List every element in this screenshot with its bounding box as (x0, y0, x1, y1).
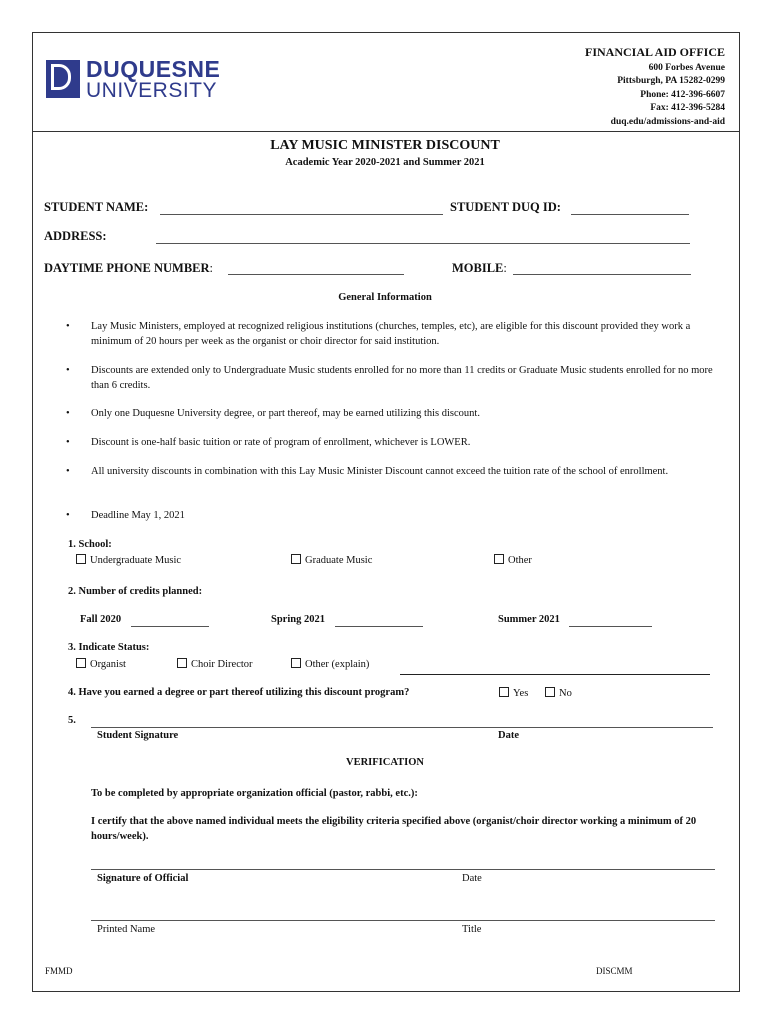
student-date-label: Date (498, 730, 519, 741)
q4-label: 4. Have you earned a degree or part thereof utilizing this discount program? (68, 687, 410, 698)
mobile-label (452, 261, 507, 276)
checkbox-icon[interactable] (76, 554, 86, 564)
q2-label: 2. Number of credits planned: (68, 586, 203, 597)
footer-right-code: DISCMM (596, 966, 633, 976)
official-date-label: Date (462, 873, 482, 884)
office-phone: Phone: 412-396-6607 (640, 89, 725, 100)
office-website: duq.edu/admissions-and-aid (610, 116, 725, 127)
spring-credits-field[interactable] (335, 626, 423, 627)
mobile-field[interactable] (513, 274, 691, 275)
checkbox-icon[interactable] (291, 554, 301, 564)
title-label: Title (462, 924, 482, 935)
address-field[interactable] (156, 243, 690, 244)
info-bullet-3: Only one Duquesne University degree, or part thereof, may be earned utilizing this discount. (91, 408, 480, 419)
student-signature-label: Student Signature (97, 730, 179, 741)
header-divider (32, 131, 739, 132)
daytime-phone-text: DAYTIME PHONE NUMBER (44, 261, 210, 275)
q3-option-organist-label: Organist (90, 659, 126, 670)
logo-line1: DUQUESNE (86, 56, 221, 82)
checkbox-icon[interactable] (545, 687, 555, 697)
official-signature-field[interactable] (91, 869, 715, 870)
office-address: 600 Forbes Avenue (648, 62, 725, 73)
q1-option-other[interactable] (494, 554, 532, 566)
q3-option-choir-director[interactable] (177, 658, 253, 670)
q1-option-graduate[interactable] (291, 554, 372, 566)
checkbox-icon[interactable] (291, 658, 301, 668)
mobile-text: MOBILE (452, 261, 504, 275)
q1-option-graduate-label: Graduate Music (305, 555, 373, 566)
fall-credits-field[interactable] (131, 626, 209, 627)
student-id-label: STUDENT DUQ ID: (450, 200, 561, 214)
student-id-field[interactable] (571, 214, 689, 215)
info-bullet-6: Deadline May 1, 2021 (91, 510, 185, 521)
bullet-icon: • (66, 466, 70, 477)
q1-label: 1. School: (68, 539, 112, 550)
general-info-heading: General Information (338, 292, 432, 303)
summer-credits-field[interactable] (569, 626, 652, 627)
student-name-field[interactable] (160, 214, 443, 215)
printed-name-field[interactable] (91, 920, 715, 921)
q3-label: 3. Indicate Status: (68, 642, 150, 653)
q1-option-other-label: Other (508, 555, 532, 566)
bullet-icon: • (66, 321, 70, 332)
student-signature-field[interactable] (91, 727, 713, 728)
q4-option-no[interactable] (545, 687, 572, 699)
info-bullet-1: Lay Music Ministers, employed at recognized religious institutions (churches, temples, etc), are eligible for this discount provided they work a minimum of 20 hours per week as the organist or choir director for said institution. (91, 321, 691, 347)
bullet-icon: • (66, 437, 70, 448)
bullet-icon: • (66, 408, 70, 419)
info-bullet-4: Discount is one-half basic tuition or rate of program of enrollment, whichever is LOWER. (91, 437, 471, 448)
info-bullet-2: Discounts are extended only to Undergraduate Music students enrolled for no more than 11 credits or Graduate Music students enrolled for no more than 6 credits. (91, 365, 713, 391)
footer-left-code: FMMD (45, 966, 73, 976)
q1-option-undergrad-label: Undergraduate Music (90, 555, 182, 566)
daytime-phone-colon: : (209, 261, 214, 275)
daytime-phone-field[interactable] (228, 274, 404, 275)
q3-option-other[interactable] (291, 658, 369, 670)
daytime-phone-label (44, 261, 213, 276)
fall-label: Fall 2020 (80, 614, 122, 625)
verification-certify: I certify that the above named individual meets the eligibility criteria specified above (organist/choir director working a minimum of 20 hours/week). (91, 816, 697, 842)
q3-option-organist[interactable] (76, 658, 126, 670)
bullet-icon: • (66, 365, 70, 376)
bullet-icon: • (66, 510, 70, 521)
checkbox-icon[interactable] (76, 658, 86, 668)
verification-instruction: To be completed by appropriate organization official (pastor, rabbi, etc.): (91, 788, 418, 799)
summer-label: Summer 2021 (498, 614, 560, 625)
q5-label: 5. (68, 715, 76, 726)
q4-yes-label: Yes (513, 688, 529, 699)
verification-heading: VERIFICATION (346, 757, 424, 768)
spring-label: Spring 2021 (271, 614, 325, 625)
form-subtitle: Academic Year 2020-2021 and Summer 2021 (285, 157, 485, 168)
q4-no-label: No (559, 688, 572, 699)
checkbox-icon[interactable] (177, 658, 187, 668)
logo-line2: UNIVERSITY (86, 79, 218, 102)
form-title: LAY MUSIC MINISTER DISCOUNT (270, 138, 500, 153)
q3-option-choir-label: Choir Director (191, 659, 253, 670)
official-signature-label: Signature of Official (97, 873, 189, 884)
address-label: ADDRESS: (44, 229, 107, 243)
q4-option-yes[interactable] (499, 687, 528, 699)
q1-option-undergrad[interactable] (76, 554, 181, 566)
office-title: FINANCIAL AID OFFICE (584, 45, 725, 59)
mobile-colon: : (503, 261, 507, 275)
printed-name-label: Printed Name (97, 924, 156, 935)
checkbox-icon[interactable] (494, 554, 504, 564)
office-city: Pittsburgh, PA 15282-0299 (617, 76, 725, 86)
office-block (585, 46, 725, 129)
q3-option-other-label: Other (explain) (305, 659, 370, 670)
explain-field[interactable] (400, 674, 710, 675)
student-name-label: STUDENT NAME: (44, 200, 149, 214)
info-bullet-5: All university discounts in combination with this Lay Music Minister Discount cannot exceed the tuition rate of the school of enrollment. (91, 466, 669, 477)
office-fax: Fax: 412-396-5284 (650, 103, 725, 113)
checkbox-icon[interactable] (499, 687, 509, 697)
